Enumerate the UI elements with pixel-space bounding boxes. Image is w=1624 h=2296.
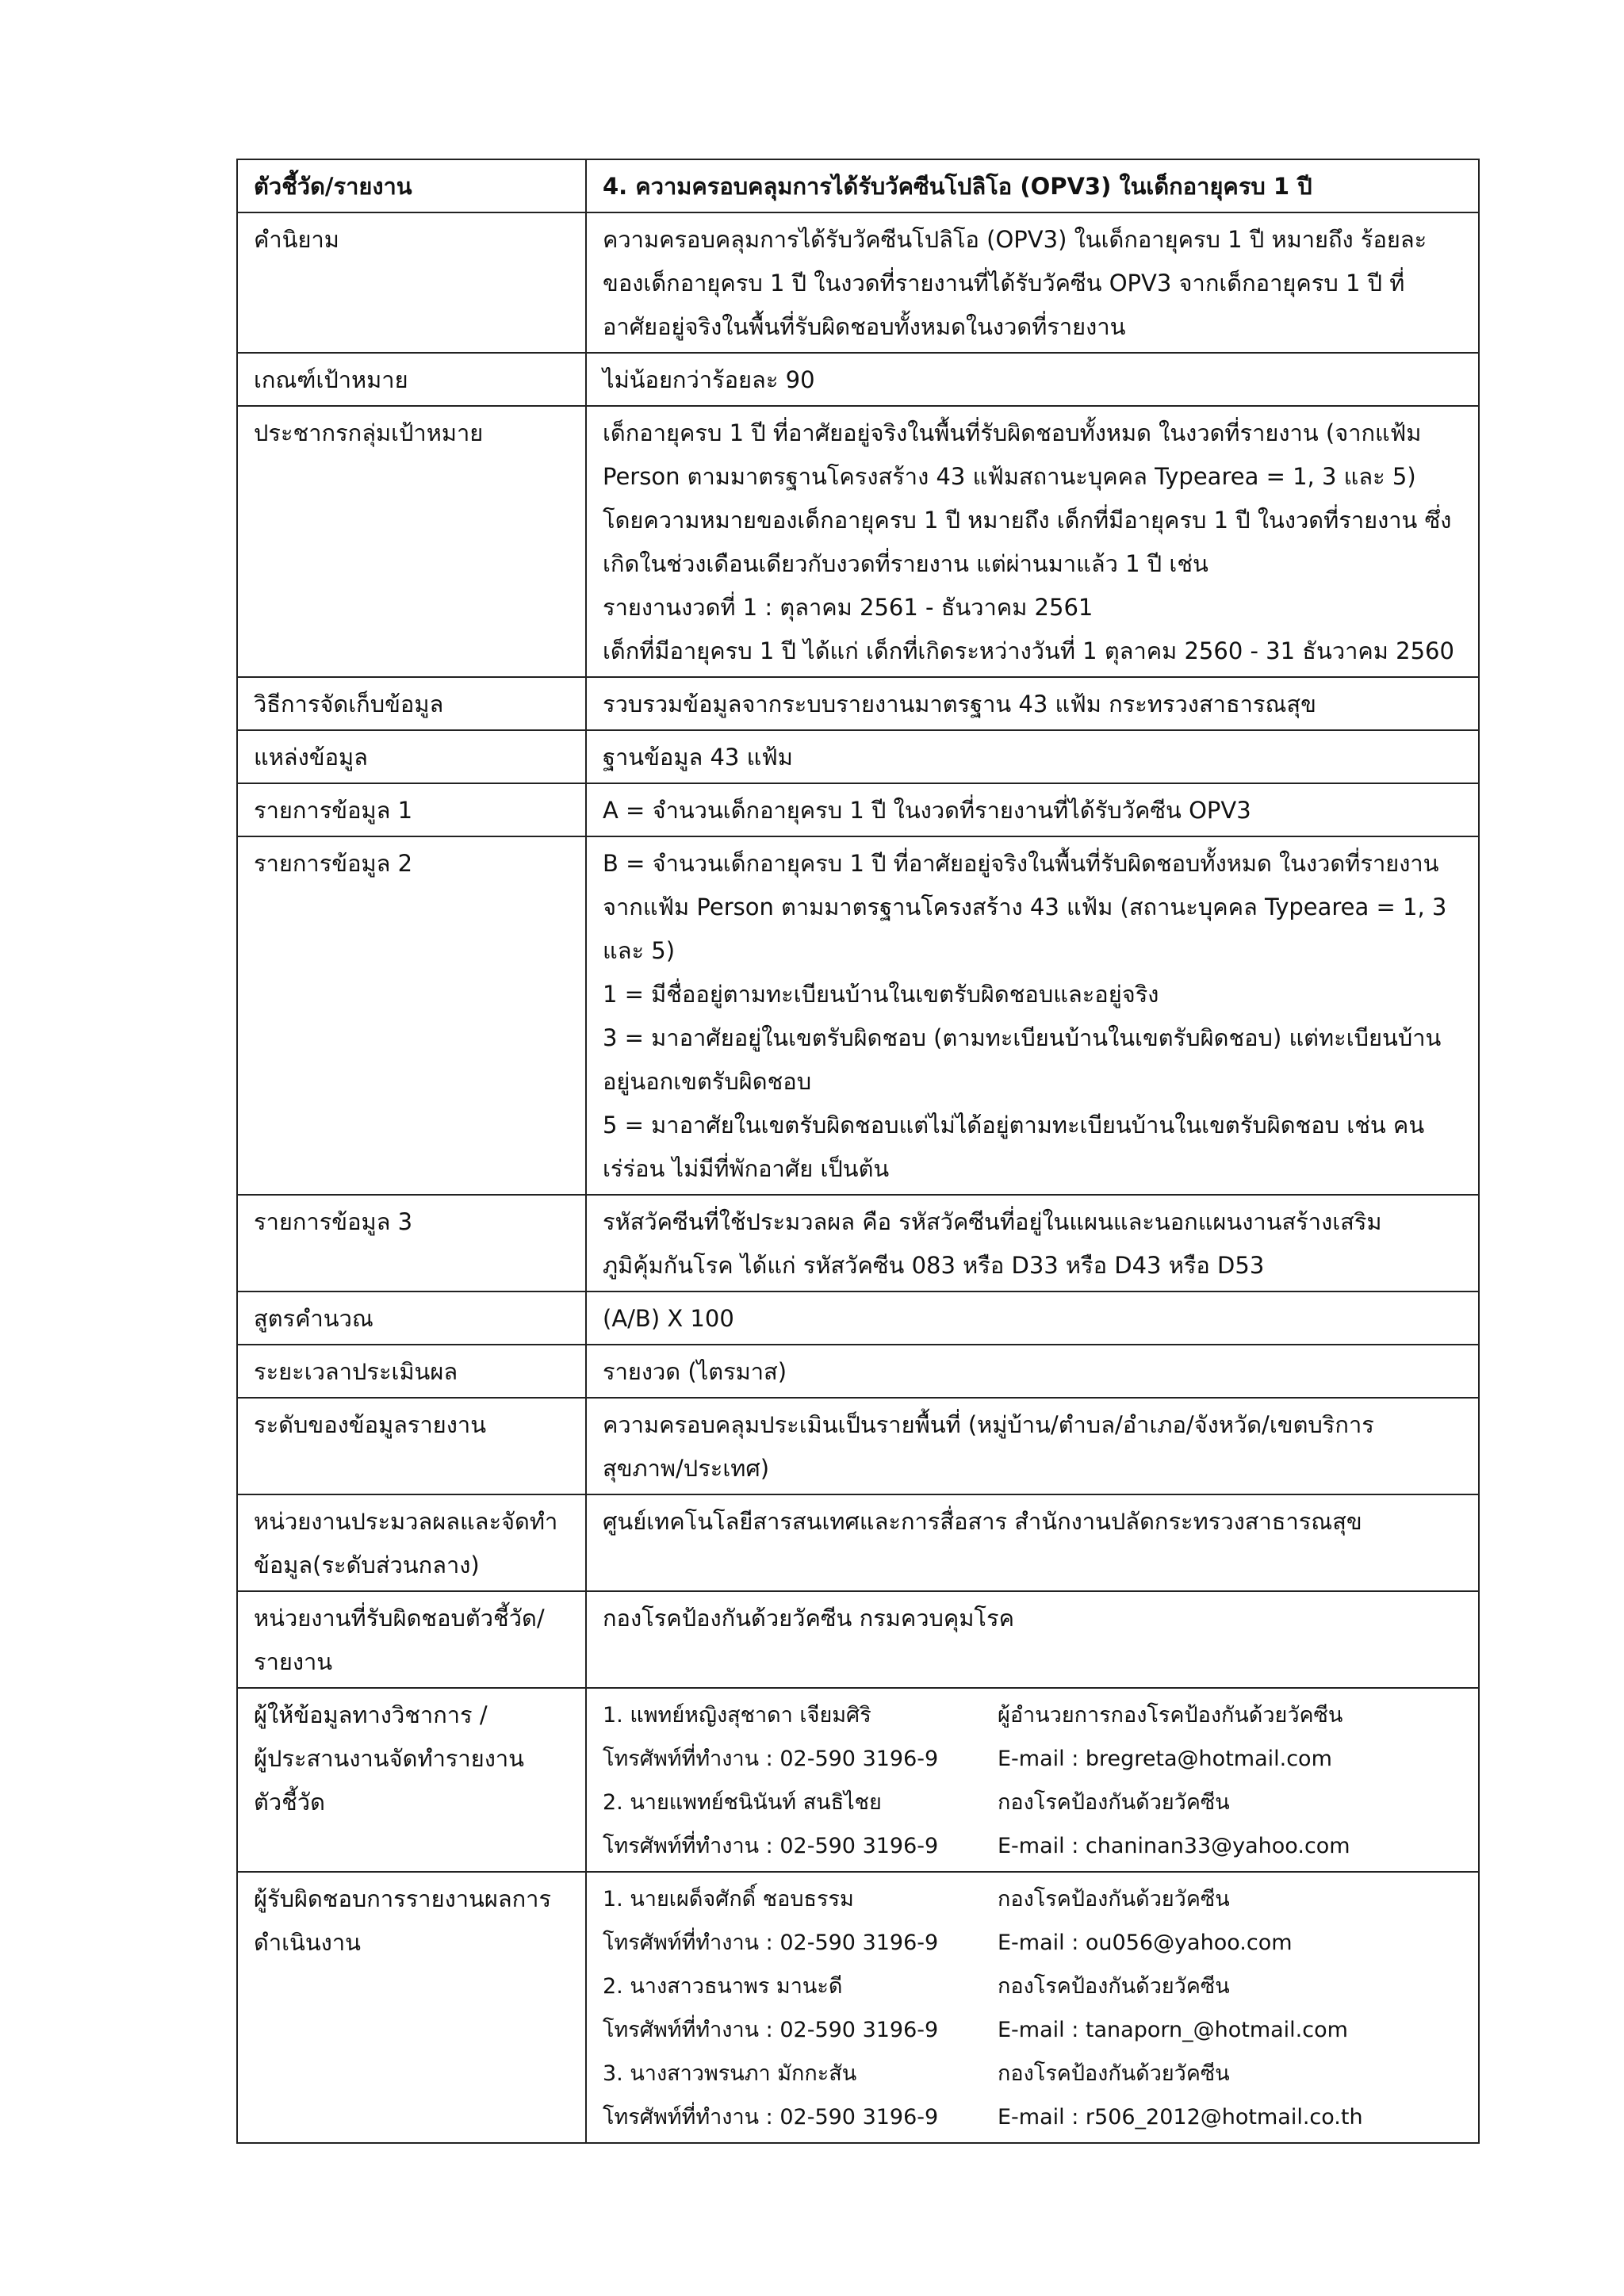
contact-name: 2. นายแพทย์ชนินันท์ สนธิไชย — [603, 1790, 882, 1815]
table-row — [237, 783, 1479, 836]
data-item-2-line: และ 5) — [603, 937, 676, 964]
row-value — [586, 1688, 1479, 1872]
row-value — [586, 1591, 1479, 1688]
row-value — [586, 212, 1479, 353]
data-source: ฐานข้อมูล 43 แฟ้ม — [603, 744, 793, 771]
data-item-2-line: B = จำนวนเด็กอายุครบ 1 ปี ที่อาศัยอยู่จริงในพื้นที่รับผิดชอบทั้งหมด ในงวดที่รายงาน — [603, 850, 1439, 877]
data-item-2-line: เร่ร่อน ไม่มีที่พักอาศัย เป็นต้น — [603, 1155, 890, 1182]
row-label-text: ข้อมูล(ระดับส่วนกลาง) — [254, 1552, 480, 1578]
row-label — [237, 1195, 586, 1292]
row-label-text: วิธีการจัดเก็บข้อมูล — [254, 691, 444, 718]
row-label — [237, 677, 586, 730]
row-label-text: หน่วยงานที่รับผิดชอบตัวชี้วัด/ — [254, 1605, 545, 1632]
table-row — [237, 730, 1479, 783]
row-label-text: สูตรคำนวณ — [254, 1305, 373, 1332]
row-label-text: ระดับของข้อมูลรายงาน — [254, 1411, 487, 1438]
row-label — [237, 159, 586, 212]
population-line: Person ตามมาตรฐานโครงสร้าง 43 แฟ้มสถานะบุคคล Typearea = 1, 3 และ 5) — [603, 463, 1416, 490]
population-line: เด็กที่มีอายุครบ 1 ปี ได้แก่ เด็กที่เกิดระหว่างวันที่ 1 ตุลาคม 2560 - 31 ธันวาคม 2560 — [603, 637, 1454, 664]
data-item-3-line: ภูมิคุ้มกันโรค ได้แก่ รหัสวัคซีน 083 หรือ D33 หรือ D43 หรือ D53 — [603, 1252, 1265, 1279]
population-line: เด็กอายุครบ 1 ปี ที่อาศัยอยู่จริงในพื้นที่รับผิดชอบทั้งหมด ในงวดที่รายงาน (จากแฟ้ม — [603, 419, 1422, 446]
row-value — [586, 1195, 1479, 1292]
row-label — [237, 406, 586, 677]
row-label — [237, 1872, 586, 2143]
contact-email: E-mail : r506_2012@hotmail.co.th — [998, 2105, 1363, 2130]
table-row — [237, 1688, 1479, 1872]
contact-position: กองโรคป้องกันด้วยวัคซีน — [998, 1887, 1230, 1911]
row-label — [237, 212, 586, 353]
data-item-2-line: 3 = มาอาศัยอยู่ในเขตรับผิดชอบ (ตามทะเบียนบ้านในเขตรับผิดชอบ) แต่ทะเบียนบ้าน — [603, 1024, 1442, 1051]
row-label-text: แหล่งข้อมูล — [254, 744, 368, 771]
responsible-unit: กองโรคป้องกันด้วยวัคซีน กรมควบคุมโรค — [603, 1605, 1014, 1632]
row-value — [586, 730, 1479, 783]
table-row — [237, 406, 1479, 677]
evaluation-period: รายงวด (ไตรมาส) — [603, 1358, 787, 1385]
row-value — [586, 1292, 1479, 1345]
target-criteria: ไม่น้อยกว่าร้อยละ 90 — [603, 366, 815, 393]
table-row — [237, 1872, 1479, 2143]
row-label-text: ผู้ให้ข้อมูลทางวิชาการ / — [254, 1701, 488, 1728]
indicator-title: 4. ความครอบคลุมการได้รับวัคซีนโปลิโอ (OPV3) ในเด็กอายุครบ 1 ปี — [603, 173, 1312, 200]
row-value — [586, 677, 1479, 730]
table-row — [237, 1292, 1479, 1345]
academic-contacts — [603, 1693, 1467, 1868]
row-label — [237, 1292, 586, 1345]
population-line: รายงานงวดที่ 1 : ตุลาคม 2561 - ธันวาคม 2561 — [603, 594, 1094, 621]
contact-email: E-mail : tanaporn_@hotmail.com — [998, 2018, 1348, 2042]
contact-phone: โทรศัพท์ที่ทำงาน : 02-590 3196-9 — [603, 2105, 939, 2130]
indicator-spec-table — [236, 159, 1480, 2144]
row-label-text: ดำเนินงาน — [254, 1929, 361, 1956]
row-label-text: ผู้ประสานงานจัดทำรายงาน — [254, 1745, 524, 1772]
contact-phone: โทรศัพท์ที่ทำงาน : 02-590 3196-9 — [603, 1834, 939, 1858]
row-label-text: ตัวชี้วัด/รายงาน — [254, 173, 412, 200]
contact-name: 3. นางสาวพรนภา มักกะสัน — [603, 2061, 857, 2086]
row-label — [237, 1345, 586, 1398]
row-label-text: รายการข้อมูล 2 — [254, 850, 413, 877]
data-item-2-line: จากแฟ้ม Person ตามมาตรฐานโครงสร้าง 43 แฟ้ม (สถานะบุคคล Typearea = 1, 3 — [603, 894, 1447, 920]
row-label-text: หน่วยงานประมวลผลและจัดทำ — [254, 1508, 558, 1535]
table-row — [237, 677, 1479, 730]
row-label — [237, 1688, 586, 1872]
table-row — [237, 836, 1479, 1195]
contact-phone: โทรศัพท์ที่ทำงาน : 02-590 3196-9 — [603, 2018, 939, 2042]
contact-position: กองโรคป้องกันด้วยวัคซีน — [998, 1974, 1230, 1999]
data-item-2-line: 1 = มีชื่ออยู่ตามทะเบียนบ้านในเขตรับผิดชอบและอยู่จริง — [603, 981, 1159, 1008]
row-label — [237, 1591, 586, 1688]
row-label-text: ประชากรกลุ่มเป้าหมาย — [254, 419, 484, 446]
contact-email: E-mail : chaninan33@yahoo.com — [998, 1834, 1350, 1858]
row-value — [586, 783, 1479, 836]
table-row — [237, 1195, 1479, 1292]
row-value — [586, 1398, 1479, 1494]
row-label-text: คำนิยาม — [254, 226, 339, 253]
table-row — [237, 353, 1479, 406]
row-label-text: ระยะเวลาประเมินผล — [254, 1358, 458, 1385]
contact-position: กองโรคป้องกันด้วยวัคซีน — [998, 1790, 1230, 1815]
collection-method: รวบรวมข้อมูลจากระบบรายงานมาตรฐาน 43 แฟ้ม กระทรวงสาธารณสุข — [603, 691, 1316, 718]
row-label — [237, 1398, 586, 1494]
formula: (A/B) X 100 — [603, 1305, 734, 1332]
row-label — [237, 783, 586, 836]
table-row — [237, 159, 1479, 212]
report-level-line: สุขภาพ/ประเทศ) — [603, 1455, 770, 1482]
row-value — [586, 1872, 1479, 2143]
table-row — [237, 1494, 1479, 1591]
reporting-contacts — [603, 1877, 1467, 2139]
row-label-text: เกณฑ์เป้าหมาย — [254, 366, 408, 393]
contact-name: 1. นายเผด็จศักดิ์ ชอบธรรม — [603, 1887, 854, 1911]
report-level-line: ความครอบคลุมประเมินเป็นรายพื้นที่ (หมู่บ้าน/ตำบล/อำเภอ/จังหวัด/เขตบริการ — [603, 1411, 1374, 1438]
row-label-text: รายงาน — [254, 1648, 333, 1675]
row-value — [586, 1345, 1479, 1398]
row-label — [237, 353, 586, 406]
row-value — [586, 406, 1479, 677]
row-label — [237, 836, 586, 1195]
table-row — [237, 1345, 1479, 1398]
table-row — [237, 1591, 1479, 1688]
row-label-text: รายการข้อมูล 3 — [254, 1208, 413, 1235]
row-label-text: รายการข้อมูล 1 — [254, 797, 413, 824]
table-row — [237, 212, 1479, 353]
population-line: โดยความหมายของเด็กอายุครบ 1 ปี หมายถึง เด็กที่มีอายุครบ 1 ปี ในงวดที่รายงาน ซึ่ง — [603, 507, 1452, 534]
row-value — [586, 1494, 1479, 1591]
contact-position: ผู้อำนวยการกองโรคป้องกันด้วยวัคซีน — [998, 1703, 1343, 1728]
row-value — [586, 353, 1479, 406]
row-label — [237, 730, 586, 783]
data-item-3-line: รหัสวัคซีนที่ใช้ประมวลผล คือ รหัสวัคซีนที่อยู่ในแผนและนอกแผนงานสร้างเสริม — [603, 1208, 1382, 1235]
row-value — [586, 836, 1479, 1195]
definition-line: ความครอบคลุมการได้รับวัคซีนโปลิโอ (OPV3) ในเด็กอายุครบ 1 ปี หมายถึง ร้อยละ — [603, 226, 1427, 253]
data-item-2-line: อยู่นอกเขตรับผิดชอบ — [603, 1068, 812, 1095]
data-item-2-line: 5 = มาอาศัยในเขตรับผิดชอบแต่ไม่ได้อยู่ตามทะเบียนบ้านในเขตรับผิดชอบ เช่น คน — [603, 1112, 1425, 1138]
contact-position: กองโรคป้องกันด้วยวัคซีน — [998, 2061, 1230, 2086]
row-value — [586, 159, 1479, 212]
data-item-1: A = จำนวนเด็กอายุครบ 1 ปี ในงวดที่รายงานที่ได้รับวัคซีน OPV3 — [603, 797, 1251, 824]
table-row — [237, 1398, 1479, 1494]
definition-line: อาศัยอยู่จริงในพื้นที่รับผิดชอบทั้งหมดในงวดที่รายงาน — [603, 313, 1126, 340]
definition-line: ของเด็กอายุครบ 1 ปี ในงวดที่รายงานที่ได้รับวัคซีน OPV3 จากเด็กอายุครบ 1 ปี ที่ — [603, 270, 1405, 297]
contact-name: 1. แพทย์หญิงสุชาดา เจียมศิริ — [603, 1703, 871, 1728]
contact-email: E-mail : ou056@yahoo.com — [998, 1931, 1293, 1955]
population-line: เกิดในช่วงเดือนเดียวกับงวดที่รายงาน แต่ผ่านมาแล้ว 1 ปี เช่น — [603, 550, 1208, 577]
row-label-text: ตัวชี้วัด — [254, 1789, 325, 1816]
contact-email: E-mail : bregreta@hotmail.com — [998, 1747, 1332, 1771]
processing-unit: ศูนย์เทคโนโลยีสารสนเทศและการสื่อสาร สำนักงานปลัดกระทรวงสาธารณสุข — [603, 1508, 1362, 1535]
row-label-text: ผู้รับผิดชอบการรายงานผลการ — [254, 1885, 552, 1912]
contact-phone: โทรศัพท์ที่ทำงาน : 02-590 3196-9 — [603, 1931, 939, 1955]
contact-name: 2. นางสาวธนาพร มานะดี — [603, 1974, 843, 1999]
row-label — [237, 1494, 586, 1591]
contact-phone: โทรศัพท์ที่ทำงาน : 02-590 3196-9 — [603, 1747, 939, 1771]
